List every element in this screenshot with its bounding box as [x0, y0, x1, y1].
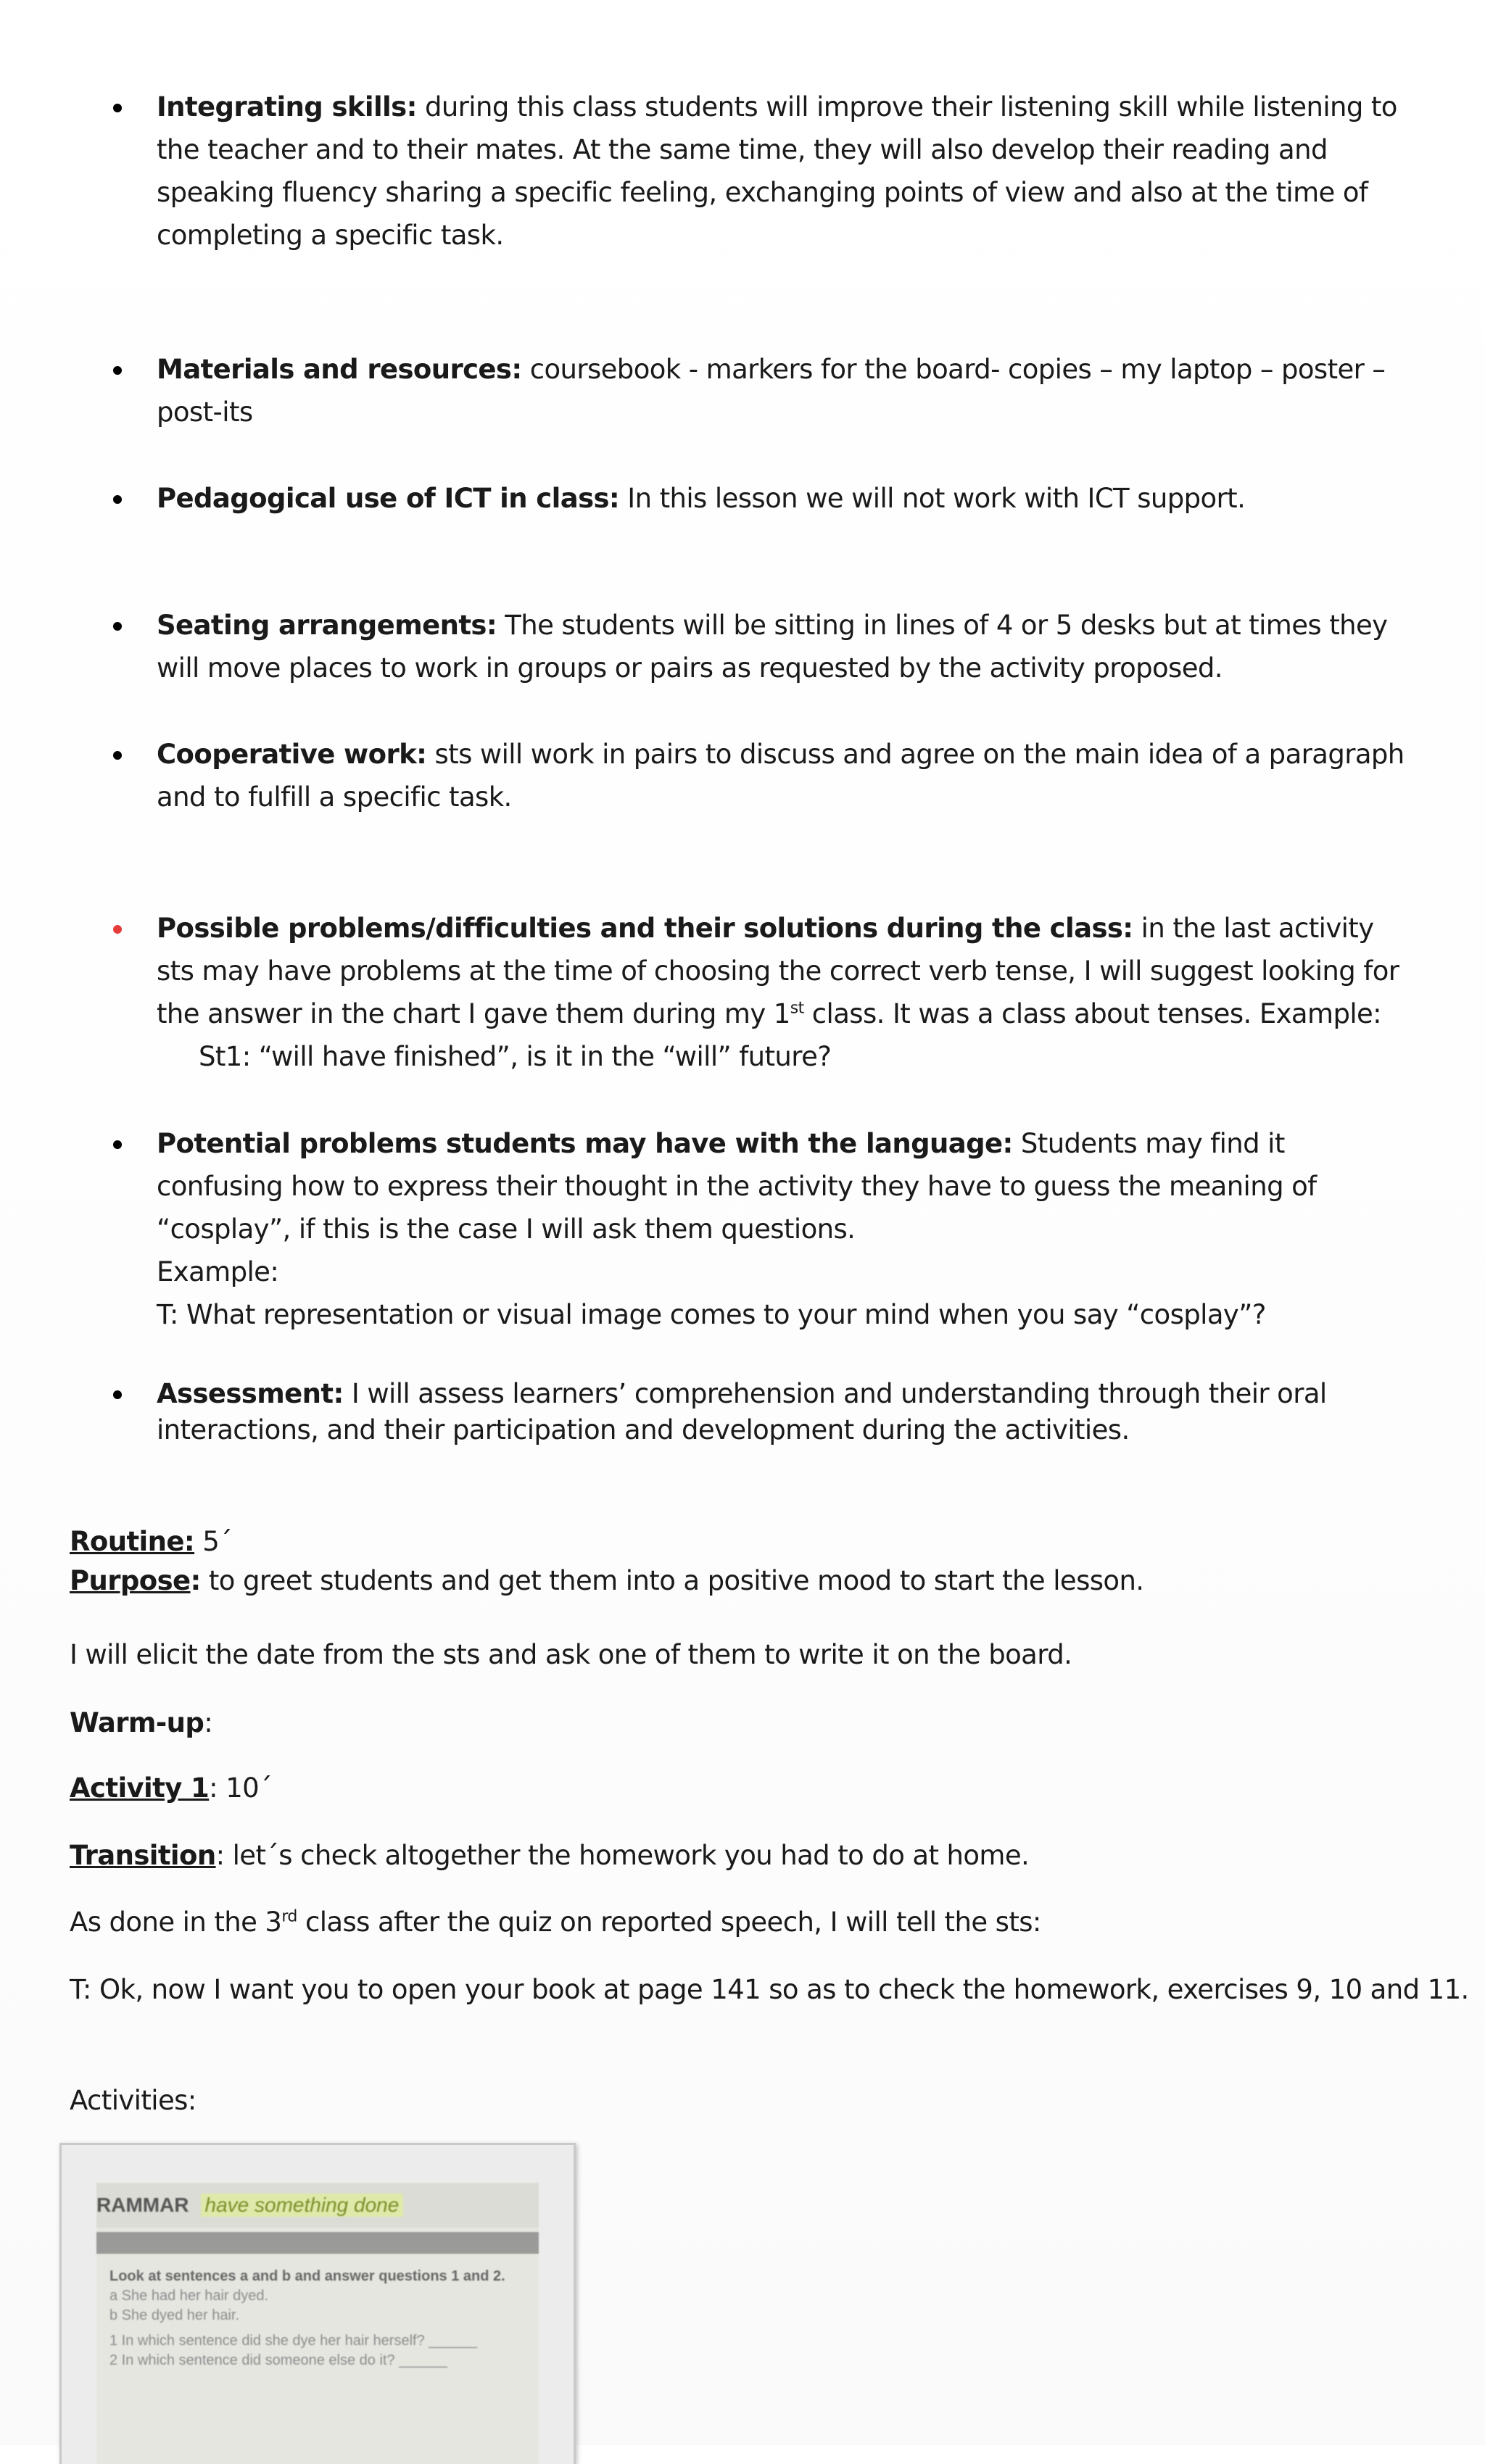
bullet-possible-problems — [109, 907, 1414, 1122]
bullet-materials — [109, 348, 1414, 477]
bullet-title: Assessment: — [157, 1378, 344, 1409]
bullet-dot-icon — [113, 622, 122, 631]
as-done-paragraph — [70, 1903, 1041, 1942]
routine-value: 5´ — [194, 1526, 233, 1557]
bullet-ict — [109, 477, 1414, 604]
bullet-text: coursebook - markers for the board- copies – my laptop – poster – post-its — [157, 354, 1386, 428]
lesson-plan-bullet-list — [109, 86, 1414, 1448]
transition-line — [70, 1836, 1029, 1875]
activities-label: Activities: — [70, 2085, 197, 2116]
bullet-text: I will assess learners’ comprehension and understanding through their oral — [351, 1378, 1327, 1409]
bullet-text: The students will be sitting in lines of 4 or 5 desks but at times they will move places to work in groups or pairs as requested by the activity proposed. — [157, 610, 1388, 684]
bullet-title: Cooperative work: — [157, 739, 427, 770]
scan-heading — [96, 2183, 539, 2228]
bullet-text-continued: class. It was a class about tenses. Example: — [803, 998, 1382, 1029]
bullet-title: Integrating skills: — [157, 91, 417, 123]
scan-question-1: 1 In which sentence did she dye her hair herself? ______ — [109, 2333, 478, 2349]
bullet-seating — [109, 604, 1414, 733]
bullet-example: St1: “will have finished”, is it in the “will” future? — [199, 1041, 832, 1072]
warmup-colon: : — [204, 1707, 213, 1738]
ordinal-suffix: st — [790, 999, 804, 1018]
bullet-dot-icon — [113, 366, 122, 375]
scan-sentence-b: b She dyed her hair. — [109, 2307, 240, 2323]
bullet-dot-icon — [113, 495, 122, 504]
bullet-assessment — [109, 1376, 1414, 1448]
bullet-dot-highlight-icon — [113, 925, 122, 934]
bullet-cooperative-work — [109, 733, 1414, 907]
activity1-label: Activity 1 — [70, 1772, 210, 1804]
coursebook-scan-content — [96, 2183, 539, 2464]
purpose-line — [70, 1561, 1143, 1601]
as-done-text: As done in the 3 — [70, 1907, 282, 1938]
bullet-text: in the last activity sts may have problems at the time of choosing the correct verb tense, I will suggest looking for the answer in the chart I gave them during my 1 — [157, 913, 1399, 1029]
bullet-title: Possible problems/difficulties and their solutions during the class: — [157, 913, 1133, 944]
bullet-title: Potential problems students may have with the language: — [157, 1128, 1013, 1159]
bullet-text: Students may find it confusing how to express their thought in the activity they have to guess the meaning of “cosplay”, if this is the case I will ask them questions. — [157, 1128, 1317, 1245]
teacher-instruction: T: Ok, now I want you to open your book at page 141 so as to check the homework, exercises 9, 10 and 11. — [70, 1974, 1469, 2005]
as-done-text-continued: class after the quiz on reported speech, I will tell the sts: — [297, 1907, 1041, 1938]
activity1-line — [70, 1769, 272, 1808]
coursebook-scan-image — [59, 2143, 576, 2464]
bullet-title: Pedagogical use of ICT in class: — [157, 483, 620, 514]
purpose-label: Purpose — [70, 1565, 191, 1596]
activity1-value: : 10´ — [209, 1772, 272, 1804]
example-label: Example: — [157, 1256, 279, 1287]
bullet-dot-icon — [113, 104, 122, 112]
bullet-title: Materials and resources: — [157, 354, 522, 385]
bullet-dot-icon — [113, 751, 122, 760]
warmup-line — [70, 1704, 212, 1743]
transition-value: : let´s check altogether the homework you had to do at home. — [215, 1840, 1030, 1871]
scan-sentence-a: a She had her hair dyed. — [109, 2288, 269, 2304]
bullet-dot-icon — [113, 1140, 122, 1149]
purpose-value: to greet students and get them into a positive mood to start the lesson. — [200, 1565, 1144, 1596]
scan-heading-topic: have something done — [201, 2194, 404, 2217]
scan-body — [96, 2254, 539, 2370]
elicit-paragraph: I will elicit the date from the sts and ask one of them to write it on the board. — [70, 1639, 1072, 1670]
bullet-language-problems — [109, 1122, 1414, 1376]
scan-question-2: 2 In which sentence did someone else do it? ______ — [109, 2352, 447, 2368]
scan-reference-bar — [96, 2232, 539, 2254]
scan-instruction: Look at sentences a and b and answer questions 1 and 2. — [109, 2268, 505, 2284]
routine-line — [70, 1522, 232, 1561]
bullet-text: during this class students will improve their listening skill while listening to the teacher and to their mates. At the same time, they will also develop their reading and speaking fluency sharing a specific feeling, exchanging points of view and also at the time of completing a specific task. — [157, 91, 1397, 251]
warmup-label: Warm-up — [70, 1707, 204, 1738]
bullet-integrating-skills — [109, 86, 1414, 348]
ordinal-suffix: rd — [281, 1907, 297, 1926]
purpose-colon: : — [190, 1565, 201, 1596]
transition-label: Transition — [70, 1840, 216, 1871]
bullet-title: Seating arrangements: — [157, 610, 497, 641]
bullet-text: In this lesson we will not work with ICT support. — [627, 483, 1246, 514]
routine-label: Routine: — [70, 1526, 195, 1557]
bullet-example: T: What representation or visual image comes to your mind when you say “cosplay”? — [157, 1299, 1266, 1330]
bullet-text: sts will work in pairs to discuss and agree on the main idea of a paragraph and to fulfill a specific task. — [157, 739, 1405, 813]
bullet-text-continued: interactions, and their participation and development during the activities. — [157, 1414, 1130, 1445]
bullet-dot-icon — [113, 1390, 122, 1399]
scan-heading-grammar: RAMMAR — [96, 2194, 189, 2216]
